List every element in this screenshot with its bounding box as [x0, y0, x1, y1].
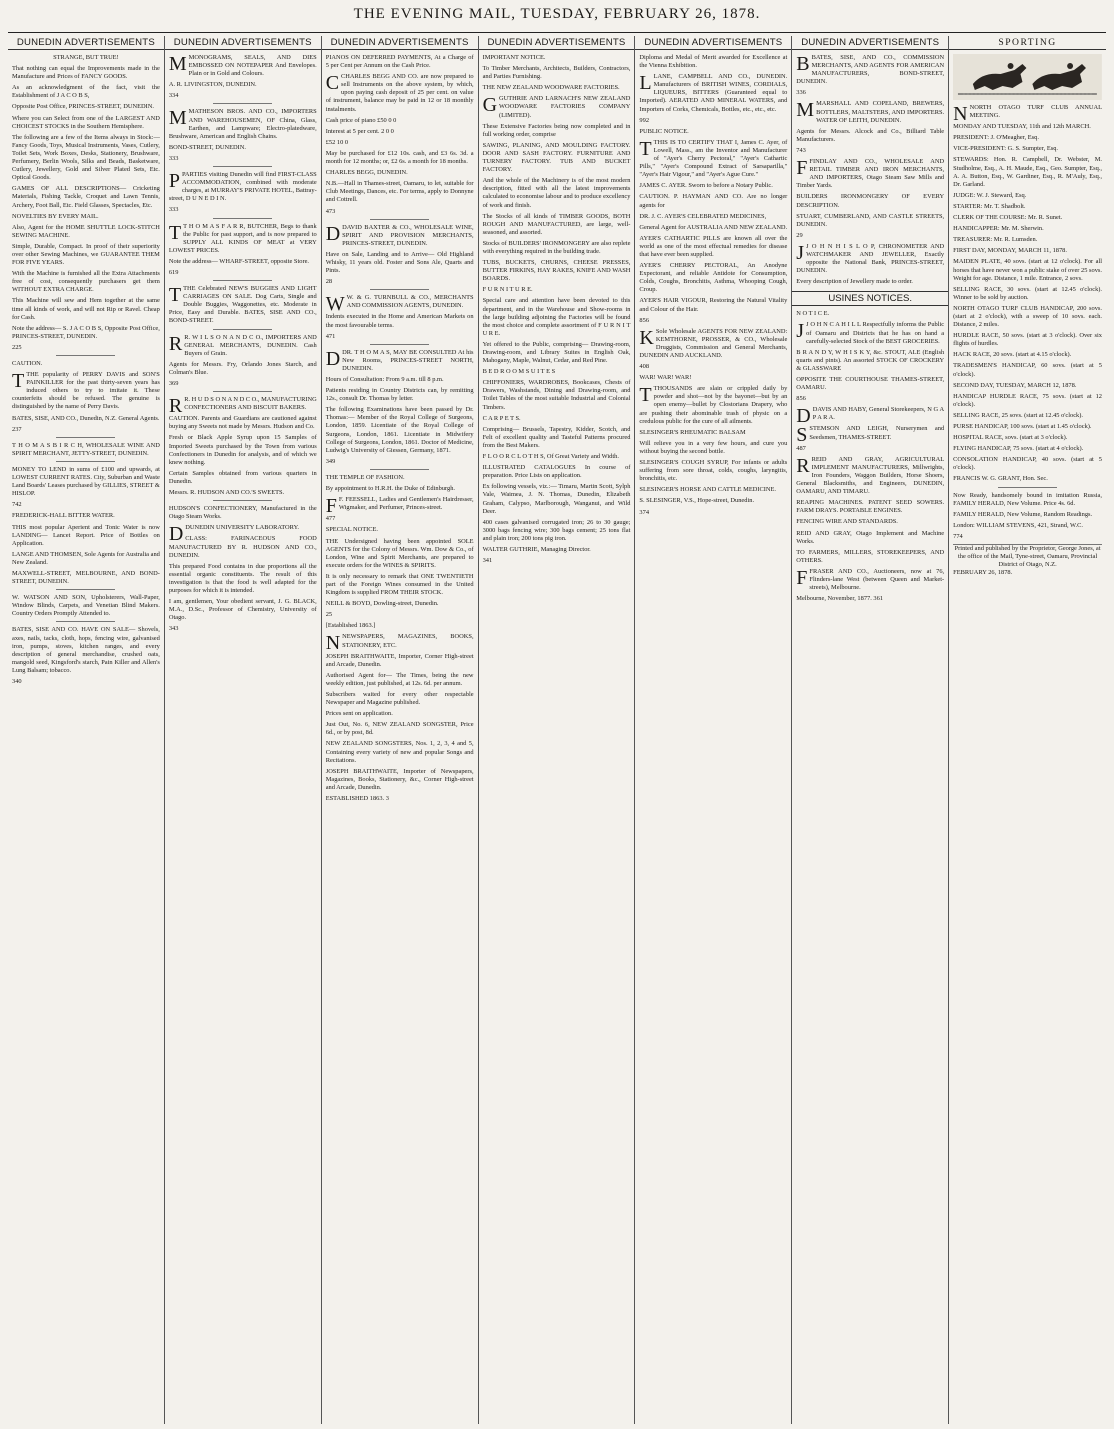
ad-date: Melbourne, November, 1877.	[796, 595, 872, 603]
dropcap-icon: N	[325, 632, 341, 655]
ad-body: REID AND GRAY, AGRICULTURAL IMPLEMENT MANUFACTURERS, Millwrights, Iron Founders, Waggon Builders, Horse Shoers, General Blacksmiths, and Engineers, DUNEDIN, OAMARU, AND TIMARU.	[796, 455, 945, 496]
ad-separator	[56, 461, 115, 462]
ad-heading: MONDAY AND TUESDAY, 11th and 12th MARCH.	[953, 123, 1091, 131]
ad-block: JUDGE: W. J. Steward, Esq.	[953, 191, 1027, 199]
ad-block: This prepared Food contains in due proportions all the essential organic constituents. The result of this investigation is that the food is well adapted for the purposes for which it is intended.	[168, 562, 317, 594]
dropcap-icon: F	[796, 566, 808, 589]
ad-heading: NOVELTIES BY EVERY MAIL.	[12, 212, 99, 220]
ad-heading: THE TEMPLE OF FASHION.	[325, 473, 405, 481]
ad-block: To Timber Merchants, Architects, Builders, Contractors, and Parties Furnishing.	[482, 65, 631, 81]
ad-heading: T H O M A S B I R C H, WHOLESALE WINE AND SPIRIT MERCHANT, JETTY-STREET, DUNEDIN.	[12, 441, 160, 457]
ad-body: THE popularity of PERRY DAVIS and SON'S PAINKILLER for the past thirty-seven years has induced others to try to imitate it. These counterfeits should be refused. The genuine is distinguished by the name of Perry Davis.	[12, 371, 160, 411]
ad-block: This Machine will sew and Hem together at the same time all kinds of work, and will not Rip or Ravel. Cheap for Cash.	[12, 297, 160, 321]
column-2	[165, 36, 322, 1424]
ad-block: CAUTION. Parents and Guardians are cautioned against buying any Sweets not made by Messrs. Hudson and Co.	[168, 415, 317, 431]
dropcap-icon: T	[639, 384, 652, 407]
ad-heading: SPECIAL NOTICE.	[325, 526, 379, 534]
dropcap-icon: R	[168, 395, 183, 418]
ad-signature: NEILL & BOYD, Dowling-street, Dunedin.	[325, 600, 439, 608]
ad-number: 992	[639, 116, 650, 124]
ad-number: 25	[325, 611, 333, 619]
ad-block	[169, 171, 317, 203]
ad-number: 3	[385, 795, 389, 803]
ad-block: Just Out, No. 6, NEW ZEALAND SONGSTER, Price 6d., or by post, 8d.	[325, 721, 474, 737]
ad-block: CLERK OF THE COURSE: Mr. R. Sunet.	[953, 214, 1063, 222]
section-header: USINES NOTICES.	[792, 291, 948, 306]
ad-signature: S. SLESINGER, V.S., Hope-street, Dunedin.	[639, 497, 755, 505]
ad-block	[639, 385, 787, 425]
ad-block	[796, 405, 945, 428]
ad-block: Every description of Jewellery made to order.	[796, 278, 913, 286]
ad-block: Stocks of BUILDERS' IRONMONGERY are also replete with everything required in the building trade.	[482, 239, 631, 255]
ad-block: By appointment to H.R.H. the Duke of Edinburgh.	[325, 485, 455, 493]
dropcap-icon: T	[639, 137, 652, 160]
established-label: ESTABLISHED 1863.	[325, 795, 385, 803]
ad-number: 237	[12, 425, 22, 433]
ad-block: The following are a few of the Items always in Stock:— Fancy Goods, Toys, Musical Instruments, Vases, Cutlery, Toilet Sets, Work Boxes, Desks, Stationery, Brushware, Perfumery, Berlin Wools, Silks and Beads, Basketware, Cutlery, Jewellery, Gold and Silver Plated Sets, Etc. Optical Goods.	[12, 133, 160, 182]
ad-block: With the Machine is furnished all the Extra Attachments free of cost, consequently purchasers get them WITHOUT EXTRA CHARGE.	[12, 270, 160, 294]
ad-heading: BUILDERS IRONMONGERY OF EVERY DESCRIPTION.	[796, 193, 945, 209]
ad-number: 619	[168, 268, 179, 276]
ad-body: R. H U D S O N A N D C O., MANUFACTURING CONFECTIONERS AND BISCUIT BAKERS.	[184, 396, 317, 412]
race-entry: HOSPITAL RACE, sovs. (start at 3 o'clock).	[953, 434, 1068, 442]
ad-heading: SLESINGER'S RHEUMATIC BALSAM	[639, 428, 746, 436]
ad-separator	[213, 391, 272, 392]
race-entry: NORTH OTAGO TURF CLUB HANDICAP, 200 sovs. (start at 2 o'clock), with a sweep of 10 sovs. each. Distance, 2 miles.	[953, 304, 1102, 329]
column-5	[635, 36, 792, 1424]
ad-block: It is only necessary to remark that ONE TWENTIETH part of the Foreign Wines consumed in the United Kingdom is supplied FROM THEIR STOCK.	[325, 572, 474, 597]
ad-heading: TO FARMERS, MILLERS, STOREKEEPERS, AND OTHERS.	[796, 548, 945, 564]
ad-block: AYER'S CHERRY PECTORAL, An Anodyne Expectorant, and reliable Antidote for Consumption, Colds, Coughs, Bronchitis, Asthma, Whooping Cough, Croup.	[639, 262, 788, 294]
ad-block	[168, 523, 317, 546]
race-entry: TRADESMEN'S HANDICAP, 60 sovs. (start at 5 o'clock).	[953, 362, 1102, 378]
ad-address: STUART, CUMBERLAND, AND CASTLE STREETS, DUNEDIN.	[796, 212, 945, 228]
ad-block	[325, 293, 474, 316]
dropcap-icon: F	[796, 157, 808, 180]
dropcap-icon: D	[796, 405, 811, 428]
ad-separator	[56, 355, 115, 356]
column-header: DUNEDIN ADVERTISEMENTS	[635, 36, 791, 50]
ad-block: THIS most popular Aperient and Tonic Water is now LANDING— Lancet Report. Price of Bottles on Application.	[12, 523, 160, 547]
ad-block: Simple, Durable, Compact. In proof of their superiority over other Sewing Machines, we GUARANTEE THEM FOR FIVE YEARS.	[12, 242, 160, 267]
ad-footer	[326, 795, 474, 803]
ad-separator	[213, 103, 272, 104]
ad-body: PARTIES visiting Dunedin will find FIRST-CLASS ACCOMMODATION, combined with moderate charges, at MURRAY'S PRIVATE HOTEL, Battray-street, D U N E D I N.	[168, 171, 317, 203]
ad-number: 225	[12, 343, 22, 351]
ad-block: MONEY TO LEND in sums of £100 and upwards, at LOWEST CURRENT RATES. City, Suburban and Waste Land Boards' Leases purchased by GILLIES, STREET & HISLOP.	[12, 465, 160, 498]
ad-body: F. FEESSELL, Ladies and Gentlemen's Hairdresser, Wigmaker, and Perfumer, Princes-street.	[338, 496, 474, 512]
race-entry: SELLING RACE, 25 sovs. (start at 12.45 o'clock).	[953, 411, 1083, 419]
ad-heading: DR. J. C. AYER'S CELEBRATED MEDICINES,	[639, 212, 767, 220]
ad-heading: WAR! WAR! WAR!	[639, 374, 692, 382]
ad-body: CHARLES BEGG AND CO. are now prepared to sell Instruments on the above system, by which, upon paying cash deposit of 25 per cent. on value of instrument, balance may be paid in 12 or 18 monthly instalments.	[325, 73, 474, 113]
ad-block: Also, Agent for the HOME SHUTTLE LOCK-STITCH SEWING MACHINE.	[12, 223, 160, 239]
ad-block: Comprising— Brussels, Tapestry, Kidder, Scotch, and Felt of excellent quality and Tasteful Patterns procured from the Best Makers.	[482, 425, 631, 449]
race-entry: PURSE HANDICAP, 100 sovs. (start at 1.45 o'clock).	[953, 423, 1092, 430]
ad-number: 471	[325, 332, 336, 340]
ad-body: MONOGRAMS, SEALS, AND DIES EMBOSSED ON NOTEPAPER And Envelopes. Plain or in Gold and Colours.	[188, 54, 317, 78]
ad-block	[326, 224, 474, 248]
ad-address: OPPOSITE THE COURTHOUSE THAMES-STREET, OAMARU.	[796, 376, 945, 392]
ad-number: 28	[325, 278, 333, 286]
ad-heading: ILLUSTRATED CATALOGUES In course of preparation. Price Lists on application.	[482, 464, 631, 480]
column-header: DUNEDIN ADVERTISEMENTS	[792, 36, 948, 50]
race-entry: SELLING RACE, 30 sovs. (start at 12.45 o'clock). Winner to be sold by auction.	[953, 285, 1102, 301]
ad-block: Indents executed in the Home and American Markets on the most favourable terms.	[325, 313, 474, 329]
ad-block	[168, 395, 317, 418]
ad-separator	[213, 500, 272, 501]
ad-address: Opposite Post Office, PRINCES-STREET, DUNEDIN.	[12, 103, 154, 111]
ad-block: STEWARDS: Hon. R. Campbell, Dr. Webster, M. Studholme, Esq., A. H. Maude, Esq., Geo. Sumpter, Esq., A. A. Button, Esq., W. Gardiner, Esq., R. M'Auly, Esq., Dr. Garland.	[953, 156, 1102, 188]
ad-body: FINDLAY AND CO., WHOLESALE AND RETAIL TIMBER AND IRON MERCHANTS, AND IMPORTERS, Otago Steam Saw Mills and Timber Yards.	[796, 158, 945, 190]
ad-heading: MAXWELL-STREET, MELBOURNE, AND BOND-STREET, DUNEDIN.	[12, 569, 160, 586]
ad-heading: STRANGE, BUT TRUE!	[53, 54, 119, 61]
ad-number: 361	[873, 595, 884, 603]
ad-body: DUNEDIN UNIVERSITY LABORATORY.	[185, 524, 299, 532]
ad-block	[796, 321, 944, 345]
column-header: DUNEDIN ADVERTISEMENTS	[479, 36, 635, 50]
ad-heading: JOSEPH BRAITHWAITE, Importer, Corner High-street and Arcade, Dunedin.	[325, 652, 474, 668]
dropcap-icon: S	[796, 424, 808, 447]
dropcap-icon: M	[796, 99, 815, 122]
ad-number: 336	[796, 89, 806, 97]
ad-signature: CHARLES BEGG, DUNEDIN.	[325, 169, 408, 177]
masthead: THE EVENING MAIL, TUESDAY, FEBRUARY 26, 1878.	[353, 6, 761, 22]
ad-signature: REID AND GRAY, Otago Implement and Machine Works.	[796, 529, 945, 545]
ad-footer	[796, 595, 944, 603]
ad-body: FRASER AND CO., Auctioneers, now at 76, Flinders-lane West (between Queen and Market-streets), Melbourne.	[809, 567, 945, 592]
ad-block: The Stocks of all kinds of TIMBER GOODS, BOTH ROUGH AND MANUFACTURED, are large, well-seasoned, and assorted.	[482, 212, 631, 236]
ad-block	[169, 54, 317, 78]
ad-block	[326, 73, 474, 113]
dropcap-icon: T	[12, 370, 25, 393]
ad-number: 334	[168, 92, 179, 100]
ad-number: 333	[168, 154, 179, 162]
ad-block: Special care and attention have been devoted to this department, and in the Warehouse and Show-rooms in the large building adjoining the Factories will be found the most choice and complete assortment of F U R N I T U R E.	[482, 297, 631, 337]
ad-block: PRESIDENT: J. O'Meagher, Esq.	[953, 134, 1039, 142]
ad-body: MATHESON BROS. AND CO., IMPORTERS AND WAREHOUSEMEN, OF China, Glass, Earthen, and Lampware; Electro-platedware, Brushware, American and English Chains.	[168, 108, 317, 140]
ad-number: 477	[325, 515, 336, 523]
ad-block	[639, 139, 787, 179]
ad-body: THE Celebrated NEW'S BUGGIES AND LIGHT CARRIAGES ON SALE. Dog Carts, Single and Double Buggies, Waggonettes, etc. Moderate in Price, Easy and Durable. BATES, SISE AND CO., BOND-STREET.	[168, 285, 317, 325]
ad-body: J O H N C A H I L L Respectfully informs the Public of Oamaru and Districts that he has on hand a carefully-selected Stock of the BEST GROCERIES.	[806, 321, 945, 345]
ad-heading: FREDERICK-HALL BITTER WATER.	[12, 512, 115, 520]
column-1	[8, 36, 165, 1424]
dropcap-icon: W	[325, 293, 345, 316]
ad-block: Yet offered to the Public, comprising— Drawing-room, Drawing-room, and Library Suites in English Oak, Mahogany, Maple, Walnut, Cedar, and Red Pine.	[482, 340, 631, 365]
ad-number: 742	[12, 501, 22, 509]
ad-block: STARTER: Mr. T. Shadbolt.	[953, 202, 1026, 210]
dropcap-icon: K	[639, 326, 654, 349]
ad-body: MARSHALL AND COPELAND, BREWERS, BOTTLERS, MALTSTERS, AND IMPORTERS. WATER OF LEITH, DUNEDIN.	[816, 100, 945, 124]
ad-number: 856	[639, 316, 650, 324]
dropcap-icon: R	[168, 332, 183, 355]
dropcap-icon: T	[168, 221, 182, 244]
ad-number: 29	[796, 231, 803, 239]
ad-block: Certain Samples obtained from various quarters in Dunedin.	[168, 469, 317, 485]
ad-block	[169, 334, 317, 358]
price-line: Interest at 5 per cent. 2 0 0	[325, 127, 394, 135]
ad-number: 349	[325, 457, 336, 465]
ad-block	[796, 456, 944, 496]
ad-block	[639, 73, 787, 113]
ad-block	[169, 223, 317, 255]
ad-block: And the whole of the Machinery is of the most modern description, fitted with all the latest improvements calculated to economise labour and to produce excellency of work and finish.	[482, 177, 631, 209]
ad-heading: SLESINGER'S HORSE AND CATTLE MEDICINE.	[639, 486, 777, 494]
ad-heading: PIANOS ON DEFERRED PAYMENTS, At a Charge of 5 per Cent per Annum on the Cash Price.	[325, 54, 474, 70]
ad-block: Agents for Messrs. Alcock and Co., Billiard Table Manufacturers.	[796, 127, 945, 143]
racehorse-icon	[953, 54, 1102, 100]
ad-heading: SAWING, PLANING, AND MOULDING FACTORY. DOOR AND SASH FACTORY. FURNITURE AND TURNERY FACTORY. TUB AND BUCKET FACTORY.	[482, 141, 631, 174]
ad-body: T H O M A S F A R R, BUTCHER, Begs to thank the Public for past support, and is now prepared to SUPPLY ALL KINDS OF MEAT at VERY LOWEST PRICES.	[168, 222, 317, 254]
imprint: Printed and published by the Proprietor, George Jones, at the office of the Mail, Tyne-street, Oamaru, Provincial District of Otago, N.Z.	[954, 545, 1101, 569]
ad-body: STEMSON AND LEIGH, Nurserymen and Seedsmen, THAMES-STREET.	[809, 425, 945, 441]
dropcap-icon: D	[325, 222, 341, 245]
ad-separator	[56, 437, 115, 438]
ad-separator	[213, 329, 272, 330]
ad-signature: I am, gentlemen, Your obedient servant, J. G. BLACK, M.A., D.Sc., Professor of Chemistry, University of Otago.	[168, 598, 317, 622]
ad-address: BOND-STREET, DUNEDIN.	[168, 143, 246, 151]
ad-block: May be purchased for £12 10s. cash, and £3 6s. 3d. a month for 12 months; or, £2 6s. a month for 18 months.	[325, 149, 474, 166]
ad-block: THE Undersigned having been appointed SOLE AGENTS for the Colony of Messrs. Wm. Dow & Co., of London, Wine and Spirit Merchants, are prepared to execute orders for the WINES & SPIRITS.	[325, 537, 474, 569]
ad-heading: FIRST DAY, MONDAY, MARCH 11, 1878.	[953, 247, 1067, 255]
race-entry: HANDICAP HURDLE RACE, 75 sovs. (start at 12 o'clock).	[953, 392, 1102, 408]
ad-body: BATES, SISE, AND CO., COMMISSION MERCHANTS, AND AGENTS FOR AMERICAN MANUFACTURERS, BOND-STREET, DUNEDIN.	[796, 54, 945, 86]
ad-separator	[370, 469, 429, 470]
race-entry: MAIDEN PLATE, 40 sovs. (start at 12 o'clock). For all horses that have never won a public stake of over 25 sovs. Weight for age. Distance, 1 mile. Entrance, 2 sovs.	[953, 258, 1102, 282]
dropcap-icon: T	[168, 284, 182, 307]
ad-separator	[370, 289, 429, 290]
ad-number: 374	[639, 508, 650, 516]
ad-block	[953, 103, 1102, 125]
ad-separator	[213, 218, 272, 219]
ad-heading: C A R P E T S.	[482, 414, 521, 422]
ad-block	[169, 108, 317, 140]
ad-heading: CAUTION. P. HAYMAN AND CO. Are no longer agents for	[639, 193, 788, 209]
ad-block: Fresh or Black Apple Syrup upon 15 Samples of Imported Sweets purchased by the Town from various Confectioners in Dunedin for analysis, and of which we knew nothing.	[168, 434, 317, 466]
ad-body: W. & G. TURNBULL & CO., MERCHANTS AND COMMISSION AGENTS, DUNEDIN.	[346, 294, 474, 310]
ad-number: 743	[796, 146, 806, 154]
ad-block	[796, 158, 944, 190]
ad-number: 369	[168, 380, 179, 387]
ad-block	[325, 632, 474, 655]
ad-block: CHIFFONIERS, WARDROBES, Bookcases, Chests of Drawers, Washstands, Dining and Drawing-room, and Toilet Tables of the most suitable Industrial and Colonial Timbers.	[482, 379, 631, 411]
ad-block: Diploma and Medal of Merit awarded for Excellence at the Vienna Exhibition.	[639, 54, 788, 70]
ad-block	[796, 568, 944, 592]
masthead-rule	[8, 32, 1106, 33]
ad-signature: BATES, SISE, AND CO., Dunedin, N.Z. General Agents.	[12, 414, 160, 422]
ad-block: W. WATSON AND SON, Upholsterers, Wall-Paper, Window Blinds, Carpets, and Venetian Blind Makers. Country Orders Promptly Attended to.	[12, 594, 160, 618]
ad-block: 400 cases galvanised corrugated iron; 26 to 30 gauge; 3000 bags fencing wire; 300 bags cement; 25 tons flat and plain iron; 200 tons pig iron.	[482, 518, 631, 542]
ad-body: LANE, CAMPBELL AND CO., DUNEDIN. Manufacturers of BRITISH WINES, CORDIALS, LIQUEURS, BITTERS (Guaranteed equal to Imported). AERATED AND MINERAL WATERS, and Importers of Corks, Chemicals, Bottles, etc., etc., etc.	[639, 73, 788, 113]
ad-heading: THE NEW ZEALAND WOODWARE FACTORIES.	[482, 84, 620, 92]
ad-body: NEWSPAPERS, MAGAZINES, BOOKS, STATIONERY, ETC.	[342, 633, 474, 649]
ad-block: NEW ZEALAND SONGSTERS, Nos. 1, 2, 3, 4 and 5, Containing every variety of new and popular Songs and Recitations.	[325, 740, 474, 764]
price-line: Cash price of piano £50 0 0	[325, 116, 397, 124]
column-7	[949, 36, 1106, 1424]
ad-block: The following Examinations have been passed by Dr. Thomas:— Member of the Royal College of Surgeons, London, 1859. Licentiate of the Royal College of Surgeons, London, 1861. Licentiate in Midwifery College of Surgeons, London, 1861. Doctor of Medicine, Ludwig's University of Giessen, Germany, 1871.	[325, 406, 474, 454]
dropcap-icon: M	[168, 107, 187, 130]
ad-number: 774	[953, 532, 963, 540]
ad-signature: JOSEPH BRAITHWAITE, Importer of Newspapers, Magazines, Books, Stationery, &c., Corner High-street and Arcade, Dunedin.	[325, 767, 474, 791]
dropcap-icon: D	[325, 347, 341, 370]
ad-block: Where you can Select from one of the LARGEST AND CHOICEST STOCKS in the Southern Hemisphere.	[12, 114, 160, 130]
ad-heading: REAPING MACHINES. PATENT SEED SOWERS. FARM DRAYS. PORTABLE ENGINES.	[796, 499, 945, 515]
ad-number: 856	[796, 395, 806, 403]
dropcap-icon: G	[482, 94, 498, 117]
ad-block	[639, 328, 787, 360]
ad-block: Agents for Messrs. Fry, Orlando Jones Starch, and Colman's Blue.	[168, 360, 317, 376]
ad-body: DAVID BAXTER & CO., WHOLESALE WINE, SPIRIT AND PROVISION MERCHANTS, PRINCES-STREET, DUNEDIN.	[342, 223, 474, 247]
ad-signature: FRANCIS W. G. GRANT, Hon. Sec.	[953, 475, 1048, 483]
ad-number: 340	[12, 678, 22, 685]
ad-signature: JAMES C. AYER. Sworn to before a Notary Public.	[639, 182, 773, 190]
ad-number: 408	[639, 363, 650, 371]
column-header: SPORTING	[949, 36, 1106, 50]
dropcap-icon: M	[168, 53, 187, 75]
ad-block	[12, 371, 160, 411]
column-3	[322, 36, 479, 1424]
ad-block: These Extensive Factories being now completed and in full working order, comprise	[482, 122, 631, 138]
ad-body: DR. T H O M A S, MAY BE CONSULTED At his New Rooms, PRINCES-STREET NORTH, DUNEDIN.	[342, 348, 474, 372]
ad-separator	[213, 166, 272, 167]
ad-separator	[56, 621, 115, 622]
ad-heading: CAUTION.	[12, 360, 43, 367]
ad-heading: LANGE AND THOMSEN, Sole Agents for Australia and New Zealand.	[12, 550, 160, 566]
ad-address: Note the address— WHARF-STREET, opposite Store.	[168, 257, 310, 265]
ad-body: THOUSANDS are slain or crippled daily by powder and shot—not by the bayonet—but by an open enemy—bullet by Clostorians Drapery, who are pushing their abominable trash of physic on a credulous public for the cure of all ailments.	[639, 385, 788, 425]
ad-block	[169, 285, 317, 325]
ad-block: BATES, SISE AND CO. HAVE ON SALE— Shovels, axes, nails, tacks, cloth, hops, fencing wire, galvanised iron, pumps, stoves, kitchen ranges, and every description of general merchandise, crushed oats, mangold seed, Kingsford's starch, Pain Killer and Allen's Lung Balsam; tobacco.	[12, 626, 160, 674]
ad-block: N.B.—Hall in Thames-street, Oamaru, to let, suitable for Club Meetings, Dances, etc. For terms, apply to Donnyne and Cottrell.	[325, 180, 474, 204]
ad-heading: [Established 1863.]	[325, 622, 376, 630]
ad-block: GAMES OF ALL DESCRIPTIONS— Cricketing Materials, Fishing Tackle, Croquet and Lawn Tennis, Archery, Foot Ball, Etc. Field Glasses, Spectacles, Etc.	[12, 185, 160, 209]
ad-body: DAVIS AND HABY, General Storekeepers, N G A P A R A.	[812, 406, 945, 422]
ad-body: J O H N H I S L O P, CHRONOMETER AND WATCHMAKER AND JEWELLER, Exactly opposite the National Bank, PRINCES-STREET, DUNEDIN.	[796, 242, 945, 275]
dropcap-icon: L	[639, 72, 652, 95]
ad-block: VICE-PRESIDENT: G. S. Sumpter, Esq.	[953, 145, 1059, 153]
ad-block: HANDICAPPER: Mr. M. Sherwin.	[953, 225, 1044, 233]
ad-number: 487	[796, 444, 806, 452]
ad-block: AYER'S HAIR VIGOUR, Restoring the Natural Vitality and Colour of the Hair.	[639, 297, 788, 313]
ad-block: Will relieve you in a very few hours, and cure you without buying the second bottle.	[639, 439, 788, 455]
price-total: £52 10 0	[325, 138, 349, 146]
race-entry: HACK RACE, 20 sovs. (start at 4.15 o'clock).	[953, 351, 1072, 359]
ad-heading: F L O O R C L O T H S, Of Great Variety and Width.	[482, 453, 619, 461]
ad-heading: SECOND DAY, TUESDAY, MARCH 12, 1878.	[953, 381, 1077, 389]
ad-block: Now Ready, handsomely bound in imitation Russia, FAMILY HERALD, New Volume. Price 4s. 6d.	[953, 491, 1102, 507]
racing-engraving	[953, 54, 1102, 100]
ad-block: AYER'S CATHARTIC PILLS are known all over the world as one of the most effectual remedies for disease that have ever been supplied.	[639, 234, 788, 258]
ad-separator	[998, 487, 1058, 488]
ad-separator	[213, 280, 272, 281]
dropcap-icon: D	[168, 523, 184, 546]
column-6	[792, 36, 949, 1424]
ad-block: Hours of Consultation: From 9 a.m. till 8 p.m.	[325, 376, 444, 383]
ad-number: 333	[168, 206, 179, 214]
ad-separator	[370, 344, 429, 345]
ad-block: Have on Sale, Landing and to Arrive— Old Highland Whisky, 11 years old. Foster and Sons Ale, Quarts and Pints.	[325, 250, 474, 275]
ad-heading: F U R N I T U R E.	[482, 286, 533, 294]
dropcap-icon: B	[796, 53, 810, 75]
ad-number: 341	[482, 557, 493, 565]
dropcap-icon: N	[953, 103, 968, 125]
ad-signature: WALTER GUTHRIE, Managing Director.	[482, 545, 591, 553]
ad-heading: IMPORTANT NOTICE.	[482, 54, 546, 61]
ad-number: 473	[325, 207, 336, 215]
ad-heading: N O T I C E.	[796, 310, 830, 318]
race-entry: FLYING HANDICAP, 75 sovs. (start at 4 o'clock).	[953, 445, 1084, 453]
dropcap-icon: J	[796, 320, 805, 343]
ad-block: Ex following vessels, viz.:— Timaru, Martin Scott, Sylph Vale, Waimea, J. N. Thomas, Dunedin, Elizabeth Graham, Calypso, Marlborough, Wanganui, and Wild Deer.	[482, 483, 631, 515]
columns-container	[8, 36, 1106, 1424]
ad-block	[796, 243, 944, 275]
ad-heading: B E D R O O M S U I T E S	[482, 368, 556, 376]
ad-address: Note the address— S. J A C O B S, Opposite Post Office, PRINCES-STREET, DUNEDIN.	[12, 324, 160, 340]
dropcap-icon: P	[168, 170, 180, 193]
ad-block	[483, 95, 631, 119]
ad-heading: CLASS: FARINACEOUS FOOD MANUFACTURED BY R. HUDSON AND CO., DUNEDIN.	[168, 535, 317, 559]
dropcap-icon: F	[325, 495, 337, 518]
ad-block	[796, 424, 945, 447]
dropcap-icon: R	[796, 454, 810, 477]
ad-separator	[370, 219, 429, 220]
race-entry: HURDLE RACE, 50 sovs. (start at 3 o'clock). Over six flights of hurdles.	[953, 332, 1102, 348]
ad-body: NORTH OTAGO TURF CLUB ANNUAL MEETING.	[969, 104, 1102, 120]
ad-block	[325, 495, 474, 518]
ad-block	[12, 54, 160, 62]
ad-address: London: WILLIAM STEVENS, 421, Strand, W.C.	[953, 521, 1083, 529]
ad-heading: As an acknowledgment of the fact, visit the Establishment of J A C O B S,	[12, 84, 160, 100]
ad-block: Patients residing in Country Districts can, by remitting 12s., consult Dr. Thomas by letter.	[325, 387, 474, 403]
ad-number: 343	[168, 625, 179, 633]
ad-body: Sole Wholesale AGENTS FOR NEW ZEALAND: KEMTHORNE, PROSSER, & CO., Wholesale Druggists, Commission and General Merchants, DUNEDIN AND AUCKLAND.	[639, 327, 788, 359]
ad-body: THIS IS TO CERTIFY THAT I, James C. Ayer, of Lowell, Mass., am the Inventor and Manufacturer of "Ayer's Cherry Pectoral," "Ayer's Cathartic Pills," "Ayer's Compound Extract of Sarsaparilla," "Ayer's Hair Vigour," and "Ayer's Ague Cure."	[639, 138, 788, 179]
ad-heading: PUBLIC NOTICE.	[639, 127, 689, 135]
ad-block: TREASURER: Mr. R. Lumsden.	[953, 236, 1038, 244]
ad-block: FAMILY HERALD, New Volume, Random Readings.	[953, 510, 1093, 518]
ad-heading: TUBS, BUCKETS, CHURNS, CHEESE PRESSES, BUTTER FIRKINS, HAY RAKES, KNIFE AND WASH BOARDS.	[482, 259, 631, 283]
ad-block: Subscribers waited for every other respectable Newspaper and Magazine published.	[325, 691, 474, 707]
ad-block: Prices sent on application.	[325, 710, 393, 718]
ad-heading: Messrs. R. HUDSON AND CO.'S SWEETS.	[168, 489, 285, 497]
dropcap-icon: J	[796, 241, 805, 264]
ad-block: Authorised Agent for— The Times, being the new weekly edition, just published, at 12s. 6d. per annum.	[325, 671, 474, 687]
column-header: DUNEDIN ADVERTISEMENTS	[8, 36, 164, 50]
imprint-date: FEBRUARY 26, 1878.	[953, 569, 1013, 577]
ad-block: SLESINGER'S COUGH SYRUP, For infants or adults suffering from sore throat, colds, coughs, laryngitis, bronchitis, etc.	[639, 459, 788, 483]
ad-block: B R A N D Y, W H I S K Y, &c. STOUT, ALE (English quarts and pints). An assorted STOCK OF CROCKERY & GLASSWARE	[796, 348, 945, 372]
ad-block	[796, 100, 944, 124]
ad-block	[796, 54, 944, 86]
ad-block: That nothing can equal the Improvements made in the Manufacture and Prices of FANCY GOODS.	[12, 65, 160, 81]
ad-block: General Agent for AUSTRALIA AND NEW ZEALAND.	[639, 223, 788, 231]
ad-heading: FENCING WIRE AND STANDARDS.	[796, 518, 898, 526]
dropcap-icon: C	[325, 72, 340, 95]
column-header: DUNEDIN ADVERTISEMENTS	[165, 36, 321, 50]
ad-body: R. W I L S O N A N D C O., IMPORTERS AND GENERAL MERCHANTS, DUNEDIN. Cash Buyers of Grain.	[184, 333, 317, 357]
ad-body: GUTHRIE AND LARNACH'S NEW ZEALAND WOODWARE FACTORIES COMPANY (LIMITED).	[499, 95, 631, 119]
ad-separator	[56, 589, 115, 590]
ad-heading: HUDSON'S CONFECTIONERY, Manufactured in the Otago Steam Works.	[168, 505, 317, 521]
ad-block	[326, 349, 474, 373]
race-entry: CONSOLATION HANDICAP, 40 sovs. (start at 5 o'clock).	[953, 456, 1102, 472]
column-4	[479, 36, 636, 1424]
ad-signature: A. R. LIVINGSTON, DUNEDIN.	[168, 81, 257, 89]
column-header: DUNEDIN ADVERTISEMENTS	[322, 36, 478, 50]
